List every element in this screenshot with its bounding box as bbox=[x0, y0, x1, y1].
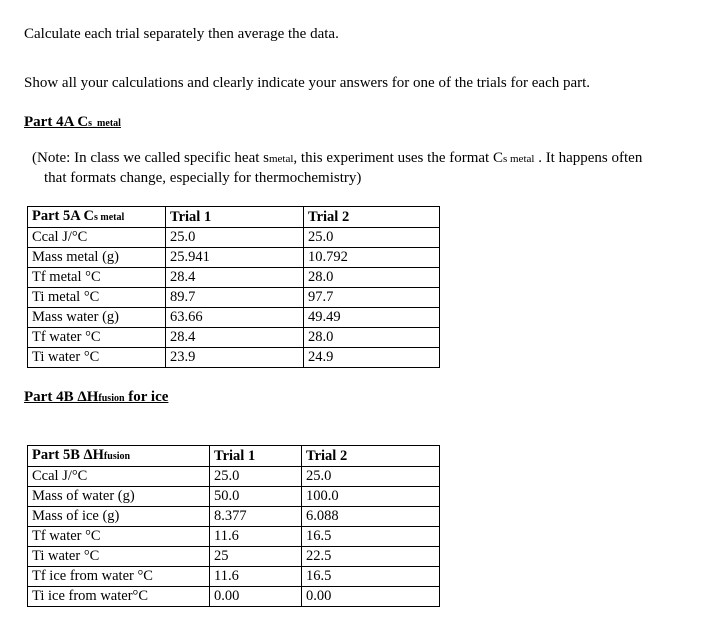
table-header-trial-2: Trial 2 bbox=[302, 446, 440, 467]
table-part-5a bbox=[27, 206, 440, 368]
trial-1-value: 25.0 bbox=[166, 228, 304, 248]
table-row bbox=[28, 288, 440, 308]
note-sub-b: s metal bbox=[502, 153, 535, 165]
trial-1-value: 50.0 bbox=[210, 487, 302, 507]
table-part-5b bbox=[27, 445, 440, 607]
part-4b-title-sub: fusion bbox=[98, 393, 125, 404]
note-sub-a: metal bbox=[268, 153, 294, 165]
table-header-trial-1: Trial 1 bbox=[166, 207, 304, 228]
trial-2-value: 49.49 bbox=[304, 308, 440, 328]
table-header-row bbox=[28, 446, 440, 467]
trial-1-value: 63.66 bbox=[166, 308, 304, 328]
trial-1-value: 0.00 bbox=[210, 587, 302, 607]
table-row bbox=[28, 527, 440, 547]
header-label-main: Part 5B ΔH bbox=[32, 447, 104, 463]
row-label: Ti water °C bbox=[28, 547, 210, 567]
trial-1-value: 28.4 bbox=[166, 268, 304, 288]
part-4a-title: Part 4A C bbox=[24, 114, 89, 130]
table-row bbox=[28, 567, 440, 587]
row-label: Ccal J/°C bbox=[28, 228, 166, 248]
table-row bbox=[28, 268, 440, 288]
row-label: Ti water °C bbox=[28, 348, 166, 368]
row-label: Tf metal °C bbox=[28, 268, 166, 288]
row-label: Ti ice from water°C bbox=[28, 587, 210, 607]
part-4a-heading bbox=[24, 114, 121, 131]
trial-2-value: 97.7 bbox=[304, 288, 440, 308]
table-row bbox=[28, 547, 440, 567]
table-row bbox=[28, 467, 440, 487]
row-label: Mass water (g) bbox=[28, 308, 166, 328]
note-text-c: . It happens often bbox=[534, 150, 643, 166]
table-row bbox=[28, 328, 440, 348]
note-text-b: , this experiment uses the format C bbox=[293, 150, 503, 166]
trial-1-value: 28.4 bbox=[166, 328, 304, 348]
trial-2-value: 16.5 bbox=[302, 567, 440, 587]
part-4a-title-sub: s_metal bbox=[88, 118, 121, 129]
header-label-sub: fusion bbox=[103, 451, 131, 462]
table-row bbox=[28, 308, 440, 328]
row-label: Tf water °C bbox=[28, 527, 210, 547]
trial-2-value: 28.0 bbox=[304, 268, 440, 288]
trial-2-value: 28.0 bbox=[304, 328, 440, 348]
table-header-row bbox=[28, 207, 440, 228]
row-label: Ccal J/°C bbox=[28, 467, 210, 487]
trial-1-value: 25 bbox=[210, 547, 302, 567]
trial-1-value: 25.941 bbox=[166, 248, 304, 268]
row-label: Mass metal (g) bbox=[28, 248, 166, 268]
header-label-main: Part 5A C bbox=[32, 208, 95, 224]
part-4b-heading bbox=[24, 389, 168, 406]
trial-2-value: 6.088 bbox=[302, 507, 440, 527]
trial-2-value: 25.0 bbox=[304, 228, 440, 248]
trial-2-value: 10.792 bbox=[304, 248, 440, 268]
table-header-label bbox=[28, 207, 166, 228]
row-label: Mass of ice (g) bbox=[28, 507, 210, 527]
row-label: Mass of water (g) bbox=[28, 487, 210, 507]
table-row bbox=[28, 248, 440, 268]
trial-2-value: 22.5 bbox=[302, 547, 440, 567]
table-header-trial-1: Trial 1 bbox=[210, 446, 302, 467]
trial-1-value: 25.0 bbox=[210, 467, 302, 487]
header-label-sub: s metal bbox=[94, 212, 125, 223]
part-4b-title-end: for ice bbox=[124, 389, 169, 405]
table-header-label bbox=[28, 446, 210, 467]
table-row bbox=[28, 228, 440, 248]
row-label: Tf water °C bbox=[28, 328, 166, 348]
trial-2-value: 25.0 bbox=[302, 467, 440, 487]
note-line-1 bbox=[32, 150, 642, 167]
trial-1-value: 8.377 bbox=[210, 507, 302, 527]
trial-2-value: 100.0 bbox=[302, 487, 440, 507]
trial-1-value: 89.7 bbox=[166, 288, 304, 308]
trial-1-value: 23.9 bbox=[166, 348, 304, 368]
trial-1-value: 11.6 bbox=[210, 527, 302, 547]
note-line-2: that formats change, especially for thermochemistry) bbox=[44, 170, 362, 186]
trial-1-value: 11.6 bbox=[210, 567, 302, 587]
instruction-line-1: Calculate each trial separately then average the data. bbox=[24, 26, 339, 42]
row-label: Ti metal °C bbox=[28, 288, 166, 308]
instruction-line-2: Show all your calculations and clearly indicate your answers for one of the trials for each part. bbox=[24, 75, 591, 91]
table-row bbox=[28, 348, 440, 368]
trial-2-value: 24.9 bbox=[304, 348, 440, 368]
table-header-trial-2: Trial 2 bbox=[304, 207, 440, 228]
table-row bbox=[28, 487, 440, 507]
trial-2-value: 16.5 bbox=[302, 527, 440, 547]
table-row bbox=[28, 587, 440, 607]
part-4b-title: Part 4B ΔH bbox=[24, 389, 99, 405]
trial-2-value: 0.00 bbox=[302, 587, 440, 607]
row-label: Tf ice from water °C bbox=[28, 567, 210, 587]
table-row bbox=[28, 507, 440, 527]
note-text-a: (Note: In class we called specific heat s bbox=[32, 150, 269, 166]
